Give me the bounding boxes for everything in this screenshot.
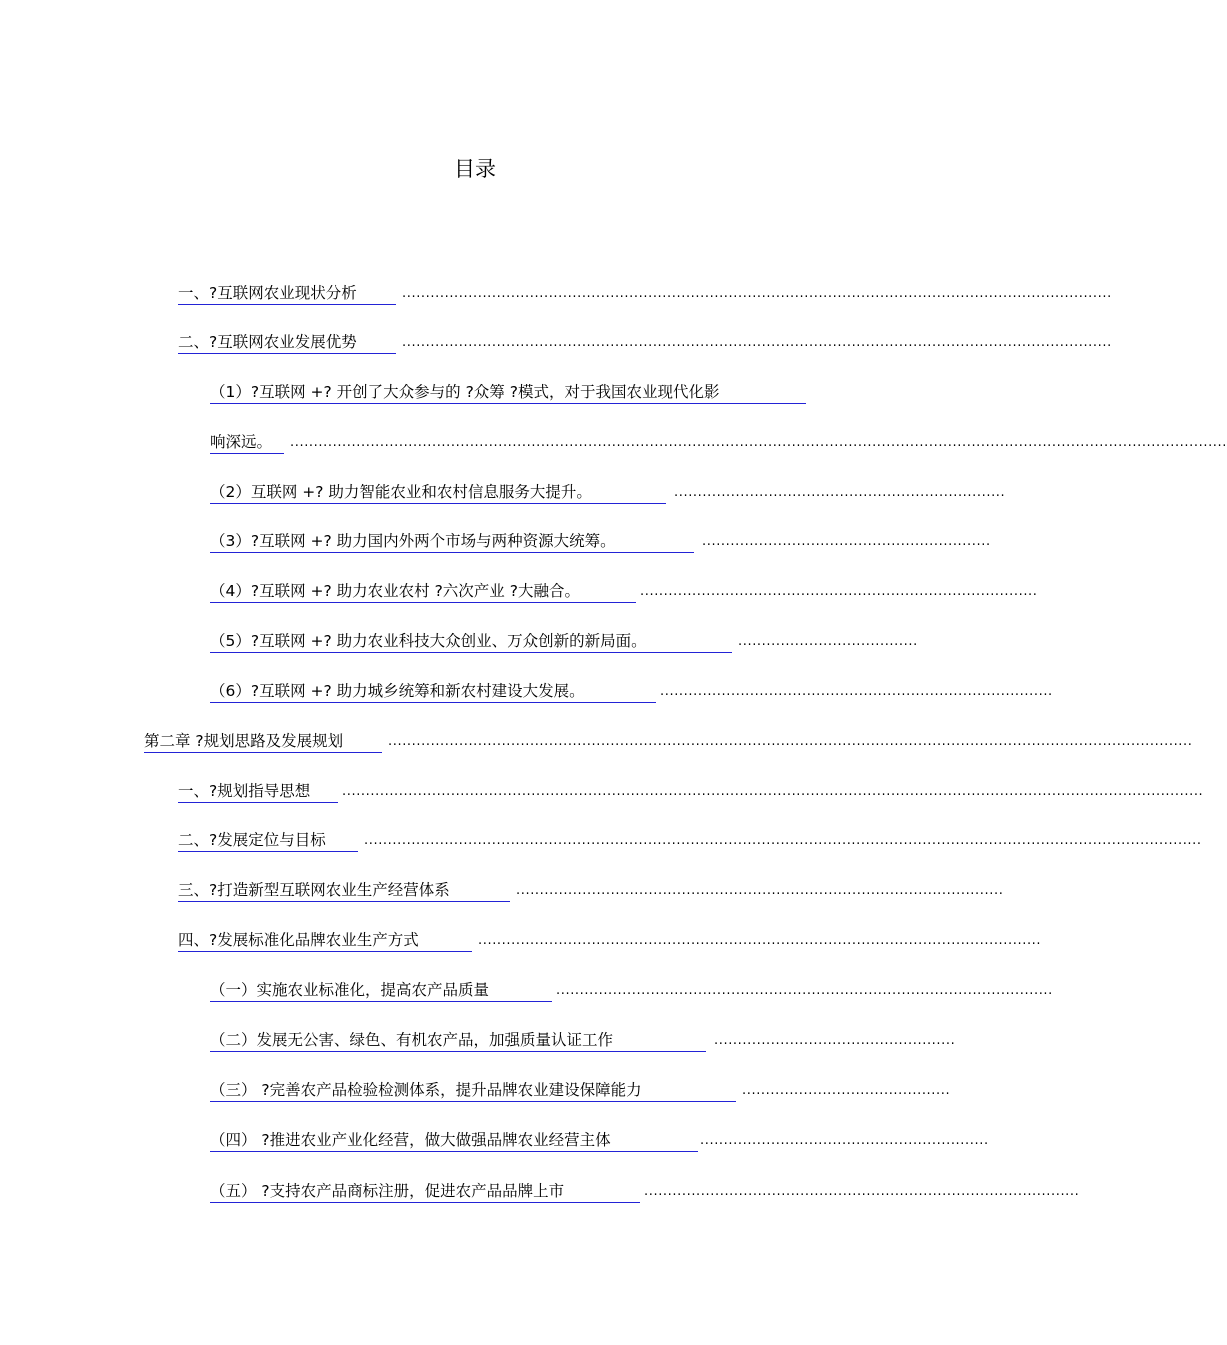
toc-dots: ............................................................. <box>700 1133 989 1148</box>
toc-link[interactable]: （四） ?推进农业产业化经营，做大做强品牌农业经营主体 <box>210 1129 698 1152</box>
toc-link[interactable]: （3）?互联网 +? 助力国内外两个市场与两种资源大统筹。 <box>210 530 694 553</box>
toc-link[interactable]: 二、?互联网农业发展优势 <box>178 331 396 354</box>
toc-link[interactable]: 一、?互联网农业现状分析 <box>178 282 396 305</box>
toc-entry <box>210 431 1227 455</box>
toc-dots: ......................................................................................................... <box>556 983 1053 998</box>
toc-dots: ...................................................................................................................................................................................... <box>342 784 1204 799</box>
toc-dots: .......................................................................................................................................................................... <box>388 734 1193 749</box>
toc-link[interactable]: （2）互联网 +? 助力智能农业和农村信息服务大提升。 <box>210 481 666 504</box>
toc-entry <box>210 630 918 654</box>
toc-link[interactable]: （一）实施农业标准化，提高农产品质量 <box>210 979 552 1002</box>
toc-entry <box>178 929 1042 953</box>
toc-entry <box>210 1029 956 1053</box>
toc-dots: ...................................... <box>738 634 918 649</box>
toc-entry <box>144 730 1193 754</box>
toc-dots: ...................................................................................................................................................... <box>402 286 1112 301</box>
toc-link[interactable]: （三） ?完善农产品检验检测体系，提升品牌农业建设保障能力 <box>210 1079 736 1102</box>
toc-link[interactable]: （1）?互联网 +? 开创了大众参与的 ?众筹 ?模式，对于我国农业现代化影 <box>210 381 806 404</box>
toc-dots: ............................................................................................ <box>644 1184 1080 1199</box>
toc-dots: ....................................................................................................... <box>516 883 1004 898</box>
toc-link[interactable]: 第二章 ?规划思路及发展规划 <box>144 730 382 753</box>
toc-link[interactable]: （5）?互联网 +? 助力农业科技大众创业、万众创新的新局面。 <box>210 630 732 653</box>
toc-dots: ....................................................................................................................... <box>478 933 1042 948</box>
toc-entry <box>210 1129 989 1153</box>
toc-dots: ................................................................................................................................................................................. <box>364 833 1202 848</box>
toc-link[interactable]: （五） ?支持农产品商标注册，促进农产品品牌上市 <box>210 1180 640 1203</box>
toc-entry <box>178 780 1204 804</box>
toc-entry <box>210 481 1006 505</box>
toc-dots: ...................................................................................................................................................................................................... <box>290 435 1227 450</box>
toc-link[interactable]: 三、?打造新型互联网农业生产经营体系 <box>178 879 510 902</box>
toc-entry <box>210 580 1038 604</box>
toc-entry <box>210 1079 951 1103</box>
toc-link[interactable]: （二）发展无公害、绿色、有机农产品，加强质量认证工作 <box>210 1029 706 1052</box>
toc-entry <box>210 530 991 554</box>
toc-link[interactable]: （6）?互联网 +? 助力城乡统筹和新农村建设大发展。 <box>210 680 656 703</box>
toc-link[interactable]: （4）?互联网 +? 助力农业农村 ?六次产业 ?大融合。 <box>210 580 636 603</box>
toc-link[interactable]: 二、?发展定位与目标 <box>178 829 358 852</box>
toc-entry <box>178 829 1202 853</box>
toc-dots: ................................................................................... <box>660 684 1053 699</box>
toc-entry <box>178 282 1112 306</box>
toc-entry <box>178 331 1112 355</box>
toc-entry <box>178 879 1004 903</box>
toc-entry <box>210 979 1053 1003</box>
page-title: 目录 <box>454 157 496 181</box>
toc-link[interactable]: 一、?规划指导思想 <box>178 780 338 803</box>
toc-dots: .................................................................................... <box>640 584 1038 599</box>
toc-link[interactable]: 响深远。 <box>210 431 284 454</box>
toc-dots: ............................................ <box>742 1083 951 1098</box>
toc-dots: ...................................................................................................................................................... <box>402 335 1112 350</box>
toc-entry <box>210 381 810 405</box>
toc-dots: ...................................................................... <box>674 485 1006 500</box>
toc-entry <box>210 680 1053 704</box>
toc-dots: ............................................................. <box>702 534 991 549</box>
toc-entry <box>210 1180 1080 1204</box>
toc-dots: ................................................... <box>714 1033 956 1048</box>
toc-link[interactable]: 四、?发展标准化品牌农业生产方式 <box>178 929 472 952</box>
